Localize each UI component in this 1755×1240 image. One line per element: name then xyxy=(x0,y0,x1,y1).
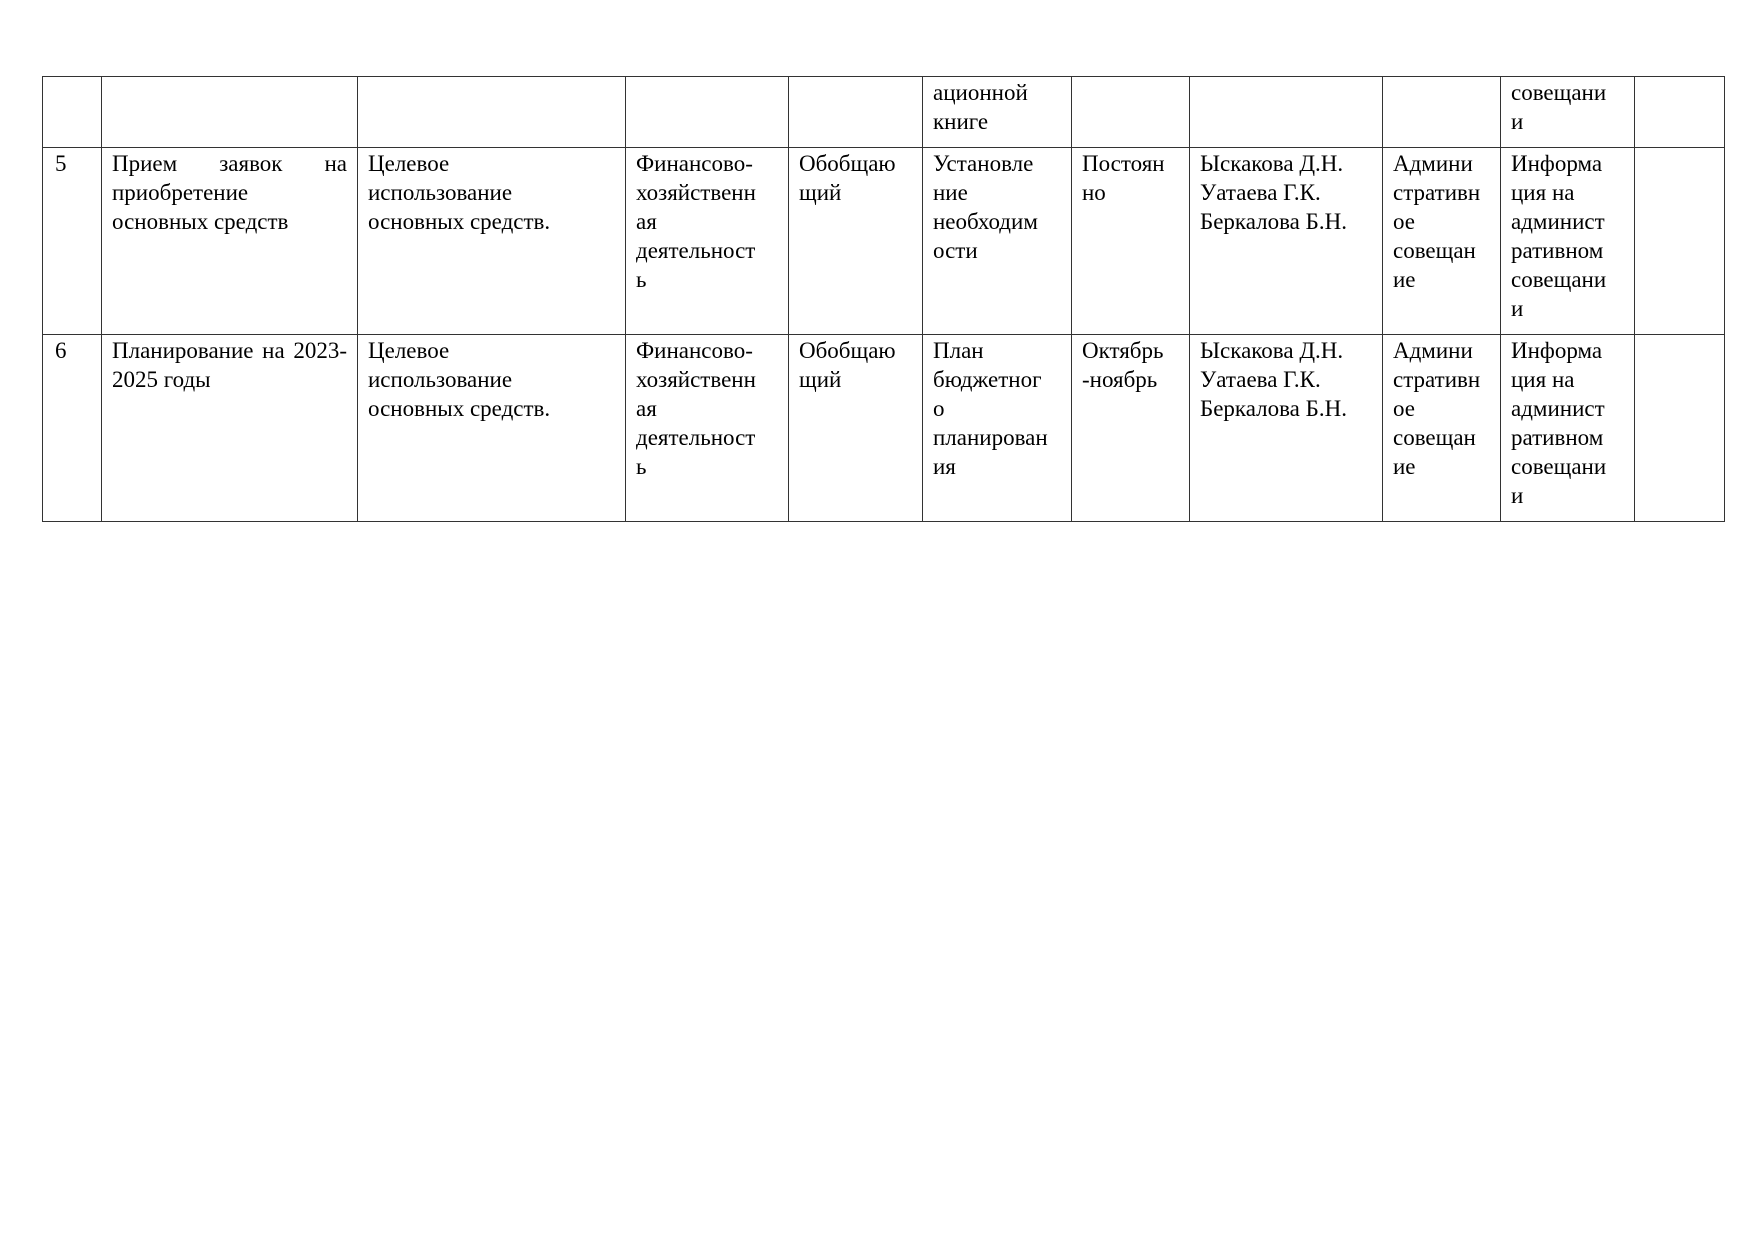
cell-number: 5 xyxy=(43,148,102,335)
table-row xyxy=(43,148,1725,335)
cell-number xyxy=(43,77,102,148)
cell-result: План бюджетног о планирован ия xyxy=(923,335,1072,522)
cell-note xyxy=(1635,335,1725,522)
cell-goal: Целевое использование основных средств. xyxy=(358,335,626,522)
cell-note xyxy=(1635,77,1725,148)
cell-event: Планирование на 2023-2025 годы xyxy=(102,335,358,522)
cell-goal xyxy=(358,77,626,148)
plan-table xyxy=(42,76,1725,522)
cell-note xyxy=(1635,148,1725,335)
cell-term: Постоян но xyxy=(1072,148,1190,335)
cell-event xyxy=(102,77,358,148)
cell-type xyxy=(789,77,923,148)
cell-term: Октябрь -ноябрь xyxy=(1072,335,1190,522)
cell-responsible: Ыскакова Д.Н. Уатаева Г.К. Беркалова Б.Н. xyxy=(1190,335,1383,522)
cell-report: Информа ция на админист ративном совещани и xyxy=(1501,335,1635,522)
cell-result: ационной книге xyxy=(923,77,1072,148)
table-row xyxy=(43,335,1725,522)
cell-area: Финансово- хозяйственн ая деятельност ь xyxy=(626,148,789,335)
cell-responsible: Ыскакова Д.Н. Уатаева Г.К. Беркалова Б.Н. xyxy=(1190,148,1383,335)
cell-form: Админи стративн ое совещан ие xyxy=(1383,335,1501,522)
cell-term xyxy=(1072,77,1190,148)
cell-area: Финансово- хозяйственн ая деятельност ь xyxy=(626,335,789,522)
cell-form: Админи стративн ое совещан ие xyxy=(1383,148,1501,335)
cell-area xyxy=(626,77,789,148)
cell-form xyxy=(1383,77,1501,148)
cell-number: 6 xyxy=(43,335,102,522)
cell-event: Прием заявок на приобретение основных средств xyxy=(102,148,358,335)
table-row xyxy=(43,77,1725,148)
cell-type: Обобщаю щий xyxy=(789,148,923,335)
cell-report: Информа ция на админист ративном совещани и xyxy=(1501,148,1635,335)
cell-report: совещани и xyxy=(1501,77,1635,148)
cell-responsible xyxy=(1190,77,1383,148)
cell-goal: Целевое использование основных средств. xyxy=(358,148,626,335)
cell-result: Установле ние необходим ости xyxy=(923,148,1072,335)
cell-type: Обобщаю щий xyxy=(789,335,923,522)
